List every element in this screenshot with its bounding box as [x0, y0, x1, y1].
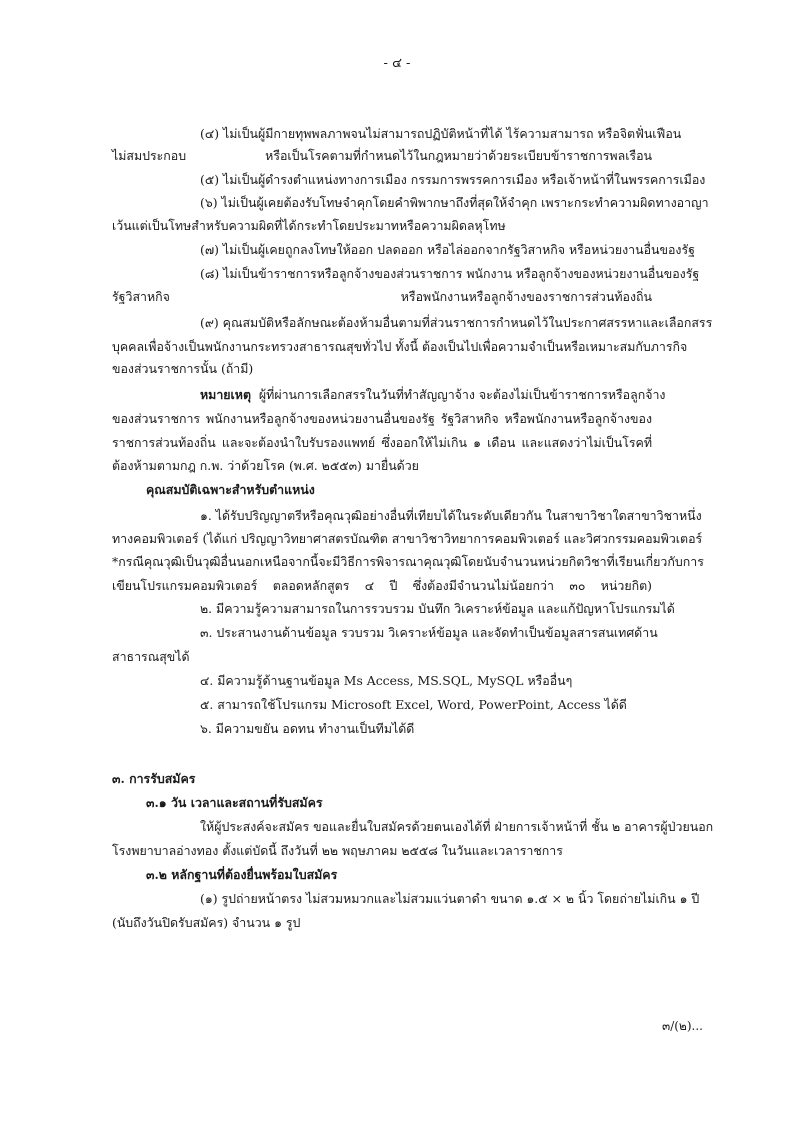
general-item-8-line-2: รัฐวิสาหกิจ หรือพนักงานหรือลูกจ้างของราชการส่วนท้องถิ่น	[112, 289, 652, 304]
general-item-4-line-1: (๔) ไม่เป็นผู้มีกายทุพพลภาพจนไม่สามารถปฏิบัติหน้าที่ได้ ไร้ความสามารถ หรือจิตฟั่นเฟือน	[200, 126, 682, 141]
general-item-9-line-3: ของส่วนราชการนั้น (ถ้ามี)	[112, 361, 254, 376]
application-sub2-line-1: (๑) รูปถ่ายหน้าตรง ไม่สวมหมวกและไม่สวมแว่นตาดำ ขนาด ๑.๕ × ๒ นิ้ว โดยถ่ายไม่เกิน ๑ ปี	[200, 891, 700, 906]
general-item-8-line-1: (๘) ไม่เป็นข้าราชการหรือลูกจ้างของส่วนราชการ พนักงาน หรือลูกจ้างของหน่วยงานอื่นของรัฐ	[200, 266, 700, 281]
remark-line-2: ของส่วนราชการ พนักงานหรือลูกจ้างของหน่วยงานอื่นของรัฐ รัฐวิสาหกิจ หรือพนักงานหรือลูกจ้างของ	[112, 411, 652, 426]
general-item-7: (๗) ไม่เป็นผู้เคยถูกลงโทษให้ออก ปลดออก หรือไล่ออกจากรัฐวิสาหกิจ หรือหน่วยงานอื่นของรัฐ	[200, 242, 695, 257]
page-number: - ๔ -	[383, 56, 411, 71]
application-sub2-heading: ๓.๒ หลักฐานที่ต้องยื่นพร้อมใบสมัคร	[146, 867, 338, 882]
specific-1-line-1: ๑. ได้รับปริญญาตรีหรือคุณวุฒิอย่างอื่นที่เทียบได้ในระดับเดียวกัน ในสาขาวิชาใดสาขาวิชาหนึ่ง	[200, 508, 702, 523]
specific-1-line-3: *กรณีคุณวุฒิเป็นวุฒิอื่นนอกเหนือจากนี้จะมีวิธีการพิจารณาคุณวุฒิโดยนับจำนวนหน่วยกิตวิชาที่เรียนเกี่ยวกับการ	[112, 554, 704, 569]
specific-1-line-2: ทางคอมพิวเตอร์ (ได้แก่ ปริญญาวิทยาศาสตรบัณฑิต สาขาวิชาวิทยาการคอมพิวเตอร์ และวิศวกรรมคอมพิวเตอร์	[112, 531, 703, 546]
general-item-6-line-1: (๖) ไม่เป็นผู้เคยต้องรับโทษจำคุกโดยคำพิพากษาถึงที่สุดให้จำคุก เพราะกระทำความผิดทางอาญา	[200, 195, 709, 210]
application-sub1-heading: ๓.๑ วัน เวลาและสถานที่รับสมัคร	[146, 795, 323, 810]
application-sub1-line-2: โรงพยาบาลอ่างทอง ตั้งแต่บัดนี้ ถึงวันที่ ๒๒ พฤษภาคม ๒๕๕๘ ในวันและเวลาราชการ	[112, 843, 563, 858]
specific-3-line-1: ๓. ประสานงานด้านข้อมูล รวบรวม วิเคราะห์ข้อมูล และจัดทำเป็นข้อมูลสารสนเทศด้าน	[200, 625, 658, 640]
application-sub2-line-2: (นับถึงวันปิดรับสมัคร) จำนวน ๑ รูป	[112, 915, 301, 930]
remark-line-4: ต้องห้ามตามกฎ ก.พ. ว่าด้วยโรค (พ.ศ. ๒๕๕๓) มายื่นด้วย	[112, 458, 419, 473]
remark-line-3: ราชการส่วนท้องถิ่น และจะต้องนำใบรับรองแพทย์ ซึ่งออกให้ไม่เกิน ๑ เดือน และแสดงว่าไม่เป็นโรคที่	[112, 435, 652, 450]
specific-3-line-2: สาธารณสุขได้	[112, 649, 190, 664]
general-item-9-line-1: (๙) คุณสมบัติหรือลักษณะต้องห้ามอื่นตามที่ส่วนราชการกำหนดไว้ในประกาศสรรหาและเลือกสรร	[200, 315, 713, 330]
remark-label: หมายเหตุ	[200, 387, 252, 402]
specific-2: ๒. มีความรู้ความสามารถในการรวบรวม บันทึก วิเคราะห์ข้อมูล และแก้ปัญหาโปรแกรมได้	[200, 601, 675, 616]
remark-line-1	[200, 387, 666, 403]
continuation-marker: ๓/(๒)...	[662, 1019, 703, 1033]
general-item-9-line-2: บุคคลเพื่อจ้างเป็นพนักงานกระทรวงสาธารณสุขทั่วไป ทั้งนี้ ต้องเป็นไปเพื่อความจำเป็นหรือเหมาะสมกับภารกิจ	[112, 339, 688, 354]
general-item-4-line-2: ไม่สมประกอบ หรือเป็นโรคตามที่กำหนดไว้ในกฎหมายว่าด้วยระเบียบข้าราชการพลเรือน	[112, 148, 652, 163]
general-item-5: (๕) ไม่เป็นผู้ดำรงตำแหน่งทางการเมือง กรรมการพรรคการเมือง หรือเจ้าหน้าที่ในพรรคการเมือง	[200, 172, 706, 187]
application-sub1-line-1: ให้ผู้ประสงค์จะสมัคร ขอและยื่นใบสมัครด้วยตนเองได้ที่ ฝ่ายการเจ้าหน้าที่ ชั้น ๒ อาคารผู้ป่วยนอก	[200, 819, 714, 834]
specific-1-line-4: เขียนโปรแกรมคอมพิวเตอร์ ตลอดหลักสูตร ๔ ปี ซึ่งต้องมีจำนวนไม่น้อยกว่า ๓๐ หน่วยกิต)	[112, 578, 652, 593]
specific-5: ๕. สามารถใช้โปรแกรม Microsoft Excel, Word, PowerPoint, Access ได้ดี	[200, 697, 627, 712]
specific-4: ๔. มีความรู้ด้านฐานข้อมูล Ms Access, MS.SQL, MySQL หรืออื่นๆ	[200, 673, 573, 688]
general-item-6-line-2: เว้นแต่เป็นโทษสำหรับความผิดที่ได้กระทำโดยประมาทหรือความผิดลหุโทษ	[112, 218, 506, 233]
specific-6: ๖. มีความขยัน อดทน ทำงานเป็นทีมได้ดี	[200, 721, 415, 736]
remark-text: ผู้ที่ผ่านการเลือกสรรในวันที่ทำสัญญาจ้าง จะต้องไม่เป็นข้าราชการหรือลูกจ้าง	[258, 387, 666, 402]
specific-heading: คุณสมบัติเฉพาะสำหรับตำแหน่ง	[146, 482, 315, 497]
application-heading: ๓. การรับสมัคร	[112, 771, 196, 786]
